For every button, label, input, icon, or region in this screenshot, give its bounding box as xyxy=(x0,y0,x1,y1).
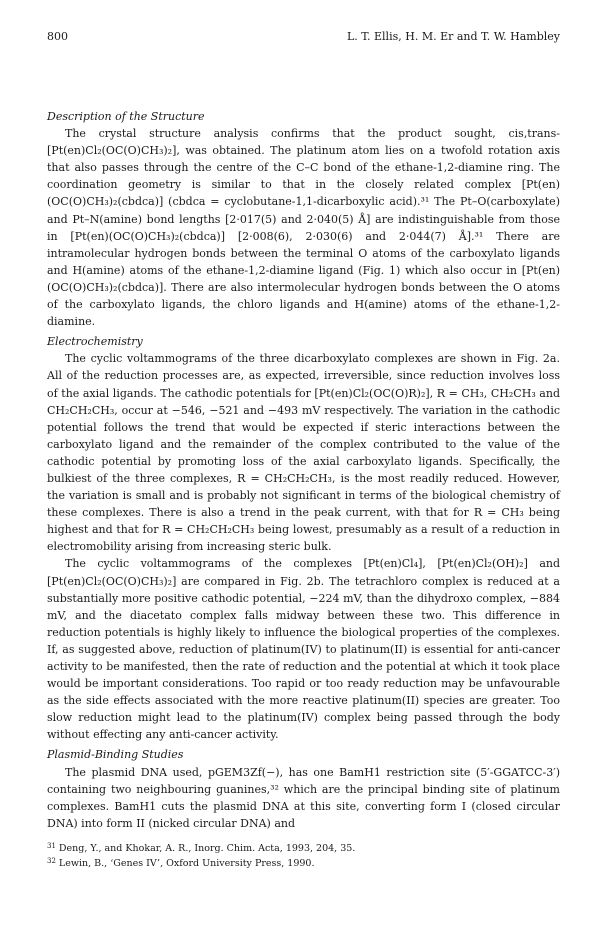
paragraph-plasmid-binding: The plasmid DNA used, pGEM3Zf(−), has one BamH1 restriction site (5′-GGATCC-3′) containing two neighbouring guanines,³² which are the principal binding site of platinum complexes. BamH1 cuts the plasmid DNA at this site, converting form I (closed circular DNA) into form II (nicked circular DNA) and xyxy=(47,765,560,830)
page-number: 800 xyxy=(47,30,68,43)
footnote-number: 31 xyxy=(47,841,56,850)
section-heading-electrochemistry: Electrochemistry xyxy=(47,335,143,349)
section-heading-plasmid-binding: Plasmid-Binding Studies xyxy=(47,748,184,762)
footnote-31 xyxy=(47,840,560,855)
paragraph-electrochemistry-1: The cyclic voltammograms of the three dicarboxylato complexes are shown in Fig. 2a. All of the reduction processes are, as expected, irreversible, since reduction involves loss of the axial ligands. The cathodic potentials for [Pt(en)Cl₂(OC(O)R)₂], R = CH₃, CH₂CH₃ and CH₂CH₂CH₃, occur at −546, −521 and −493 mV respectively. The variation in the cathodic potential follows the trend that would be expected if steric interactions between the carboxylato ligand and the remainder of the complex contributed to the value of the cathodic potential by promoting loss of the axial carboxylato ligands. Specifically, the bulkiest of the three complexes, R = CH₂CH₂CH₃, is the most readily reduced. However, the variation is small and is probably not significant in terms of the biological chemistry of these complexes. There is also a trend in the peak current, with that for R = CH₃ being highest and that for R = CH₂CH₂CH₃ being lowest, presumably as a result of a reduction in electromobility arising from increasing steric bulk. xyxy=(47,352,560,554)
paragraph-structure: The crystal structure analysis confirms that the product sought, cis,trans-[Pt(en)Cl₂(OC(O)CH₃)₂], was obtained. The platinum atom lies on a twofold rotation axis that also passes through the centre of the C–C bond of the ethane-1,2-diamine ring. The coordination geometry is similar to that in the closely related complex [Pt(en)(OC(O)CH₃)₂(cbdca)] (cbdca = cyclobutane-1,1-dicarboxylic acid).³¹ The Pt–O(carboxylate) and Pt–N(amine) bond lengths [2·017(5) and 2·040(5) Å] are indistinguishable from those in [Pt(en)(OC(O)CH₃)₂(cbdca)] [2·008(6), 2·030(6) and 2·044(7) Å].³¹ There are intramolecular hydrogen bonds between the terminal O atoms of the carboxylato ligands and H(amine) atoms of the ethane-1,2-diamine ligand (Fig. 1) which also occur in [Pt(en)(OC(O)CH₃)₂(cbdca)]. There are also intermolecular hydrogen bonds between the O atoms of the carboxylato ligands, the chloro ligands and H(amine) atoms of the ethane-1,2-diamine. xyxy=(47,127,560,329)
footnote-32 xyxy=(47,855,560,870)
footnote-text: Lewin, B., ‘Genes IV’, Oxford University Press, 1990. xyxy=(58,857,315,869)
article-body xyxy=(47,108,560,870)
footnotes xyxy=(47,840,560,870)
footnote-text: Deng, Y., and Khokar, A. R., Inorg. Chim. Acta, 1993, 204, 35. xyxy=(58,842,356,854)
section-heading-structure: Description of the Structure xyxy=(47,110,205,123)
running-header xyxy=(47,30,560,44)
running-authors: L. T. Ellis, H. M. Er and T. W. Hambley xyxy=(347,30,560,43)
footnote-number: 32 xyxy=(47,856,56,865)
paragraph-electrochemistry-2: The cyclic voltammograms of the complexes [Pt(en)Cl₄], [Pt(en)Cl₂(OH)₂] and [Pt(en)Cl₂(OC(O)CH₃)₂] are compared in Fig. 2b. The tetrachloro complex is reduced at a substantially more positive cathodic potential, −224 mV, than the dihydroxo complex, −884 mV, and the diacetato complex falls midway between these two. This difference in reduction potentials is highly likely to influence the biological properties of the complexes. If, as suggested above, reduction of platinum(IV) to platinum(II) is essential for anti-cancer activity to be manifested, then the rate of reduction and the potential at which it took place would be important considerations. Too rapid or too ready reduction may be unfavourable as the side effects associated with the more reactive platinum(II) species are greater. Too slow reduction might lead to the platinum(IV) complex being passed through the body without effecting any anti-cancer activity. xyxy=(47,557,560,742)
